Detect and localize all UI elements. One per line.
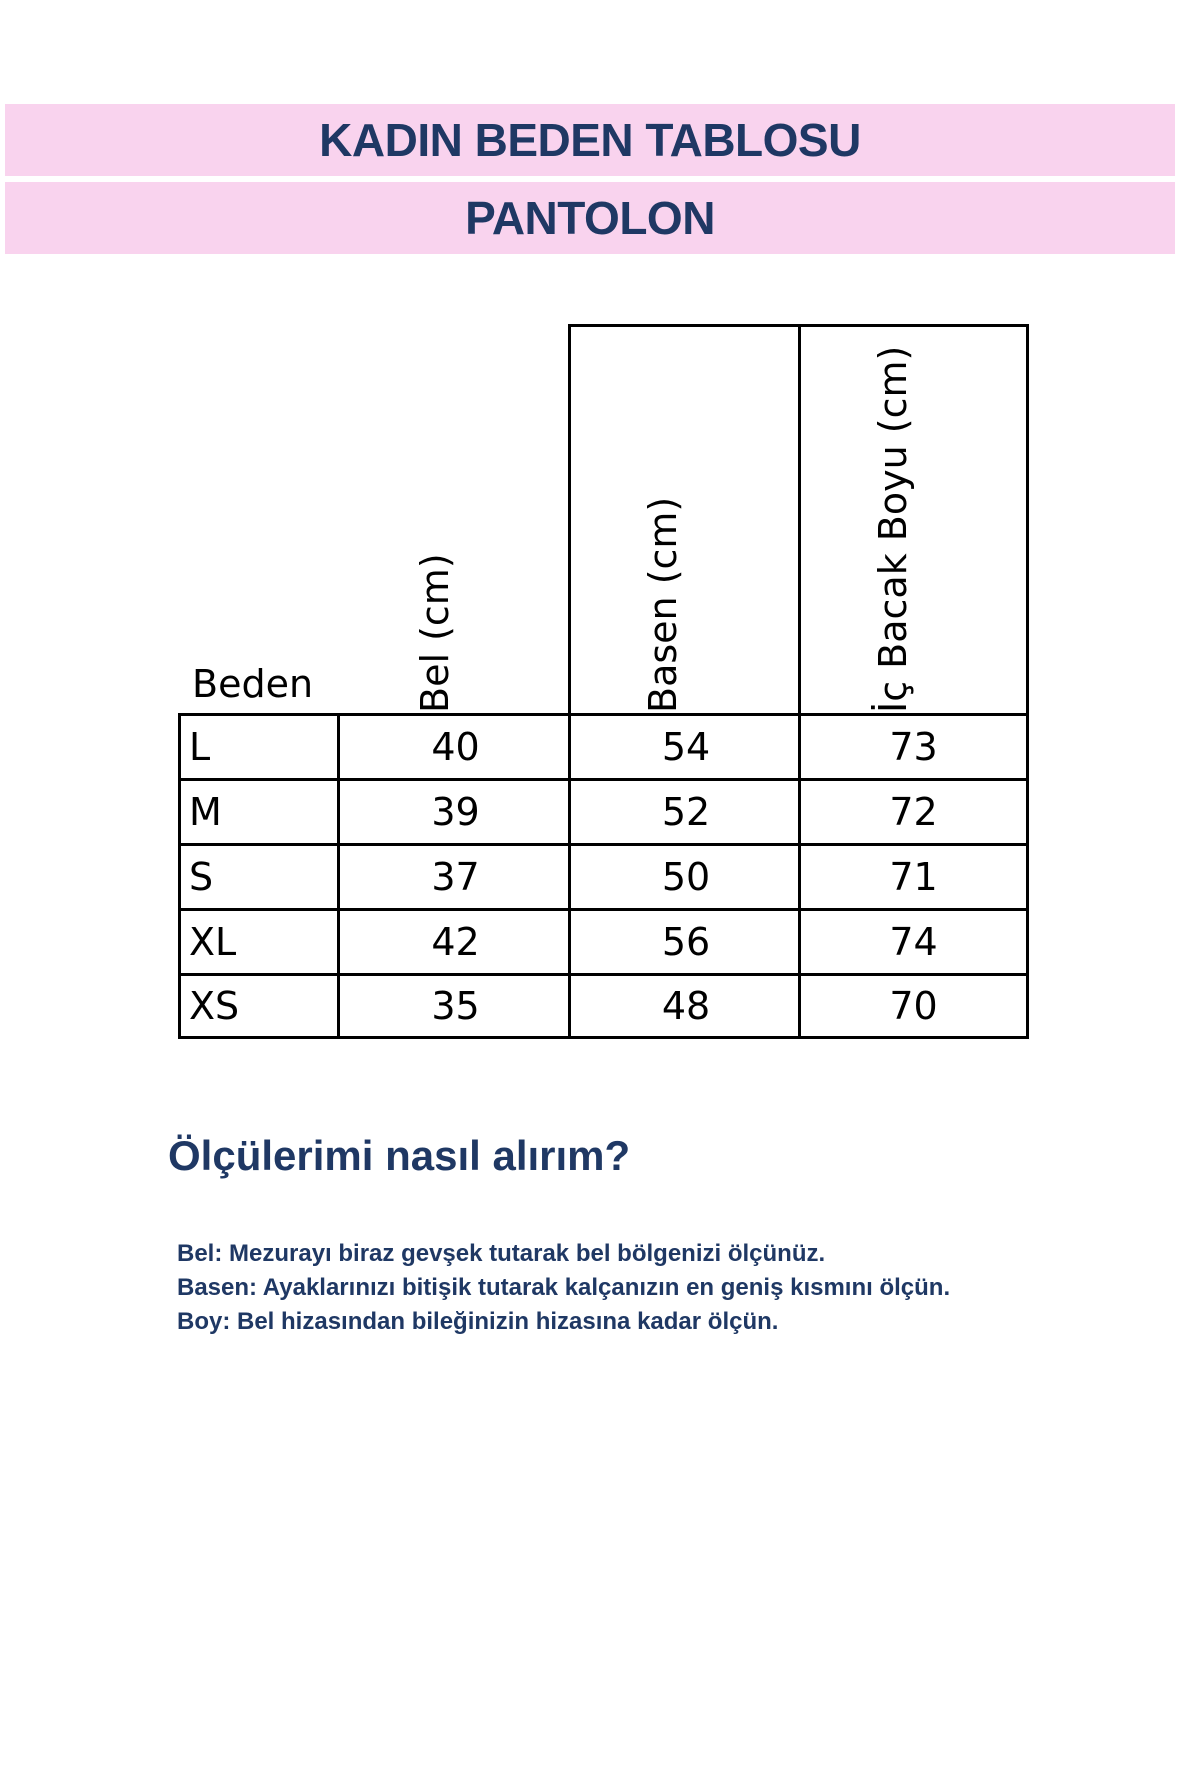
table-cell-bel: 40 [337, 713, 571, 778]
title-banner [5, 104, 1175, 176]
table-cell-size: L [178, 713, 340, 778]
table-cell-size: S [178, 843, 340, 908]
table-cell-basen: 56 [568, 908, 801, 973]
table-cell-basen: 50 [568, 843, 801, 908]
header-bel: Bel (cm) [413, 553, 457, 713]
table-cell-bel: 39 [337, 778, 571, 843]
page-title: KADIN BEDEN TABLOSU [319, 114, 861, 166]
guide-line-boy: Boy: Bel hizasından bileğinizin hizasına kadar ölçün. [177, 1308, 779, 1335]
table-cell-ic-bacak: 72 [798, 778, 1029, 843]
table-cell-ic-bacak: 71 [798, 843, 1029, 908]
header-basen: Basen (cm) [641, 496, 685, 713]
table-cell-ic-bacak: 73 [798, 713, 1029, 778]
table-cell-basen: 52 [568, 778, 801, 843]
header-beden: Beden [192, 662, 314, 706]
guide-title: Ölçülerimi nasıl alırım? [168, 1132, 631, 1179]
table-cell-size: XS [178, 973, 340, 1039]
table-cell-bel: 37 [337, 843, 571, 908]
table-cell-bel: 35 [337, 973, 571, 1039]
table-cell-ic-bacak: 70 [798, 973, 1029, 1039]
table-cell-basen: 54 [568, 713, 801, 778]
table-cell-size: XL [178, 908, 340, 973]
table-cell-ic-bacak: 74 [798, 908, 1029, 973]
header-ic-bacak: İç Bacak Boyu (cm) [871, 345, 915, 713]
size-table [178, 324, 1029, 1042]
guide-instructions [177, 1237, 950, 1339]
page-subtitle: PANTOLON [465, 192, 715, 244]
guide-line-basen: Basen: Ayaklarınızı bitişik tutarak kalçanızın en geniş kısmını ölçün. [177, 1274, 951, 1301]
subtitle-banner [5, 182, 1175, 254]
table-cell-bel: 42 [337, 908, 571, 973]
table-cell-size: M [178, 778, 340, 843]
table-cell-basen: 48 [568, 973, 801, 1039]
guide-line-bel: Bel: Mezurayı biraz gevşek tutarak bel bölgenizi ölçünüz. [177, 1240, 826, 1267]
